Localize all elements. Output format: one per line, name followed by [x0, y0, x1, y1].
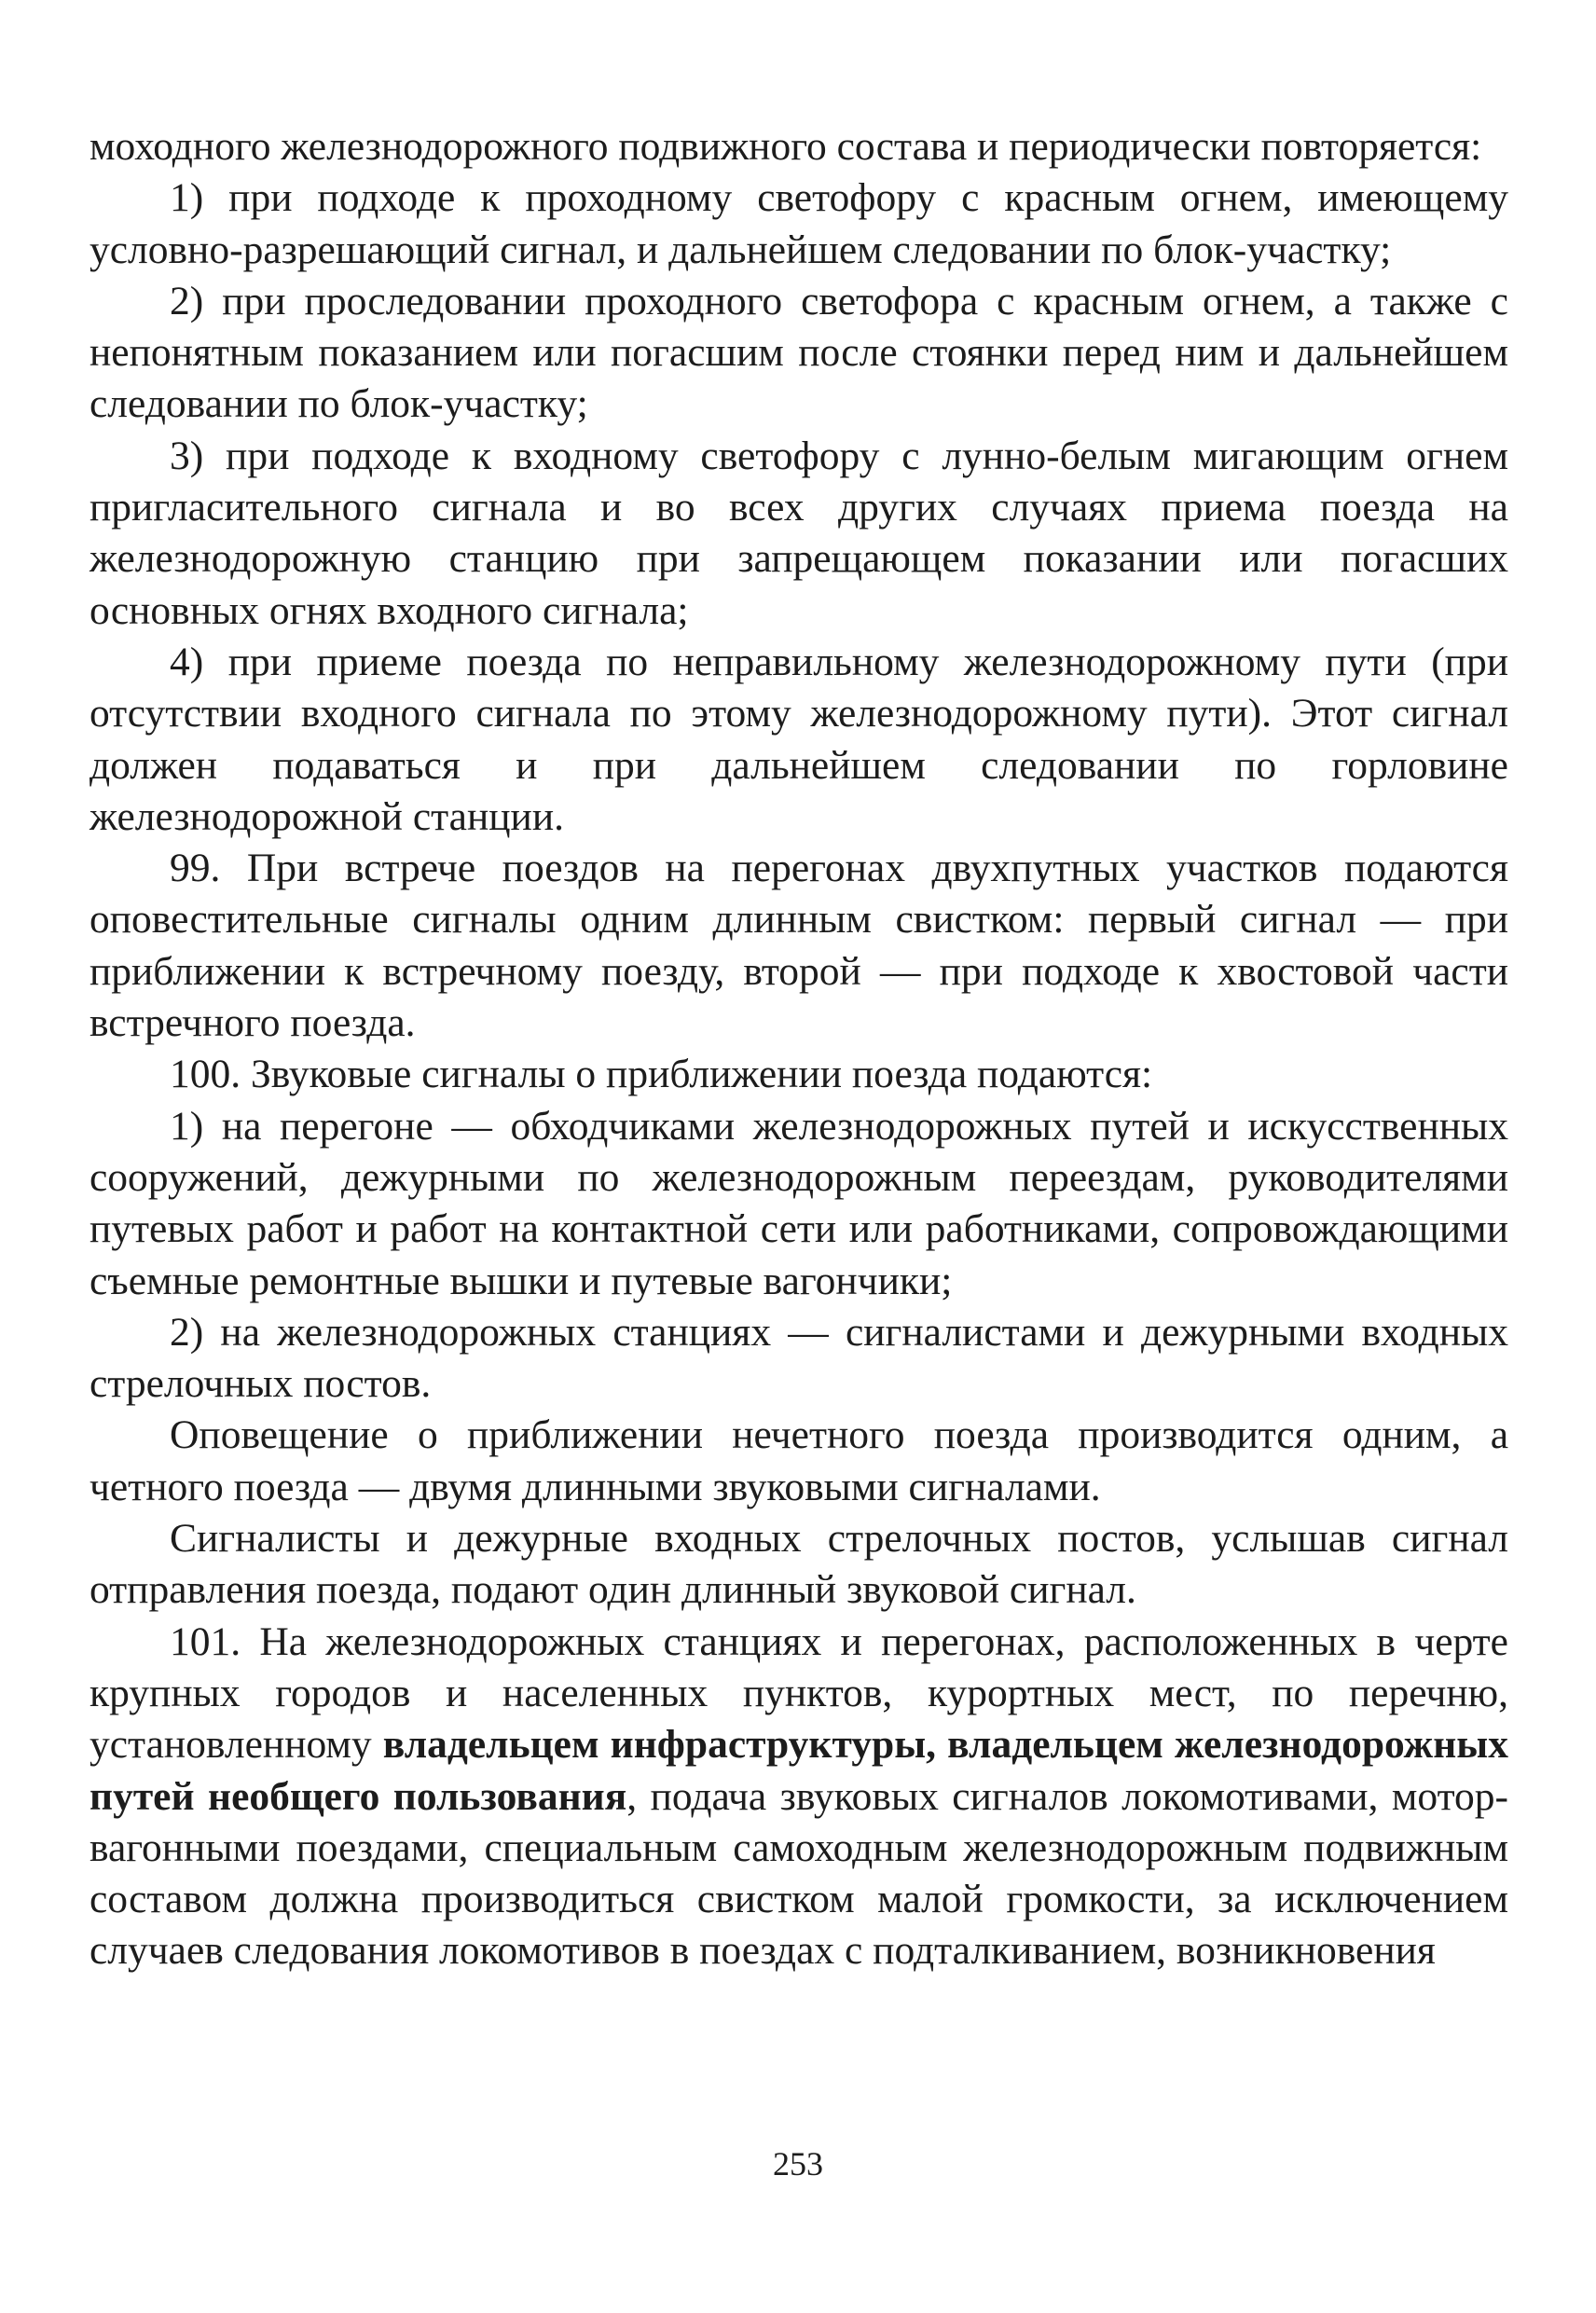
paragraph-99: 99. При встрече поездов на перегонах двухпутных участков подаются оповестительные сигналы одним длинным свистком: первый сигнал — при приближении к встречному поезду, второй — при подходе к хвостовой части встречного поезда.: [89, 846, 1508, 1046]
paragraph-item-2: 2) при проследовании проходного светофора с красным огнем, а также с непонятным показанием или погасшим после стоянки перед ним и дальнейшем следовании по блок-участку;: [89, 278, 1508, 427]
paragraph-100: 100. Звуковые сигналы о приближении поезда подаются:: [170, 1052, 1153, 1097]
paragraph-101: [89, 1617, 1508, 1977]
page-body: [89, 121, 1508, 1977]
paragraph-item-3: 3) при подходе к входному светофору с лунно-белым мигающим огнем пригласительного сигнала и во всех других случаях приема поезда на железнодорожную станцию при запрещающем показании или погасших основных огнях входного сигнала;: [89, 433, 1508, 633]
paragraph-100-item-1: 1) на перегоне — обходчиками железнодорожных путей и искусственных сооружений, дежурными по железнодорожным переездам, руководителями путевых работ и работ на контактной сети или работниками, сопровождающими съемные ремонтные вышки и путевые вагончики;: [89, 1103, 1508, 1303]
paragraph-item-4: 4) при приеме поезда по неправильному железнодорожному пути (при отсутствии входного сигнала по этому железнодорожному пути). Этот сигнал должен подаваться и при дальнейшем следовании по горловине железнодорожной станции.: [89, 639, 1508, 839]
paragraph-signalmen: Сигналисты и дежурные входных стрелочных постов, услышав сигнал отправления поезда, подают один длинный звуковой сигнал.: [89, 1516, 1508, 1613]
paragraph-101-bold-text: владельцем инфраструктуры, владельцем железнодорожных путей необщего пользования: [89, 1722, 1508, 1819]
paragraph-101-text-after: , подача звуковых сигналов локомотивами, мотор-вагонными поездами, специальным самоходным железнодорожным подвижным составом должна производиться свистком малой громкости, за исключением случаев следования локомотивов в поездах с подталкиванием, возникновения: [89, 1773, 1508, 1974]
paragraph-101-text-before: 101. На железнодорожных станциях и перегонах, расположенных в черте крупных городов и населенных пунктов, курортных мест, по перечню, установленному: [89, 1618, 1508, 1768]
paragraph-notification: Оповещение о приближении нечетного поезда производится одним, а четного поезда — двумя длинными звуковыми сигналами.: [89, 1412, 1508, 1509]
page-number: 253: [773, 2145, 823, 2182]
paragraph-continuation: моходного железнодорожного подвижного состава и периодически повторяется:: [89, 124, 1482, 169]
paragraph-100-item-2: 2) на железнодорожных станциях — сигналистами и дежурными входных стрелочных постов.: [89, 1309, 1508, 1407]
paragraph-item-1: 1) при подходе к проходному светофору с красным огнем, имеющему условно-разрешающий сигнал, и дальнейшем следовании по блок-участку;: [89, 175, 1508, 272]
